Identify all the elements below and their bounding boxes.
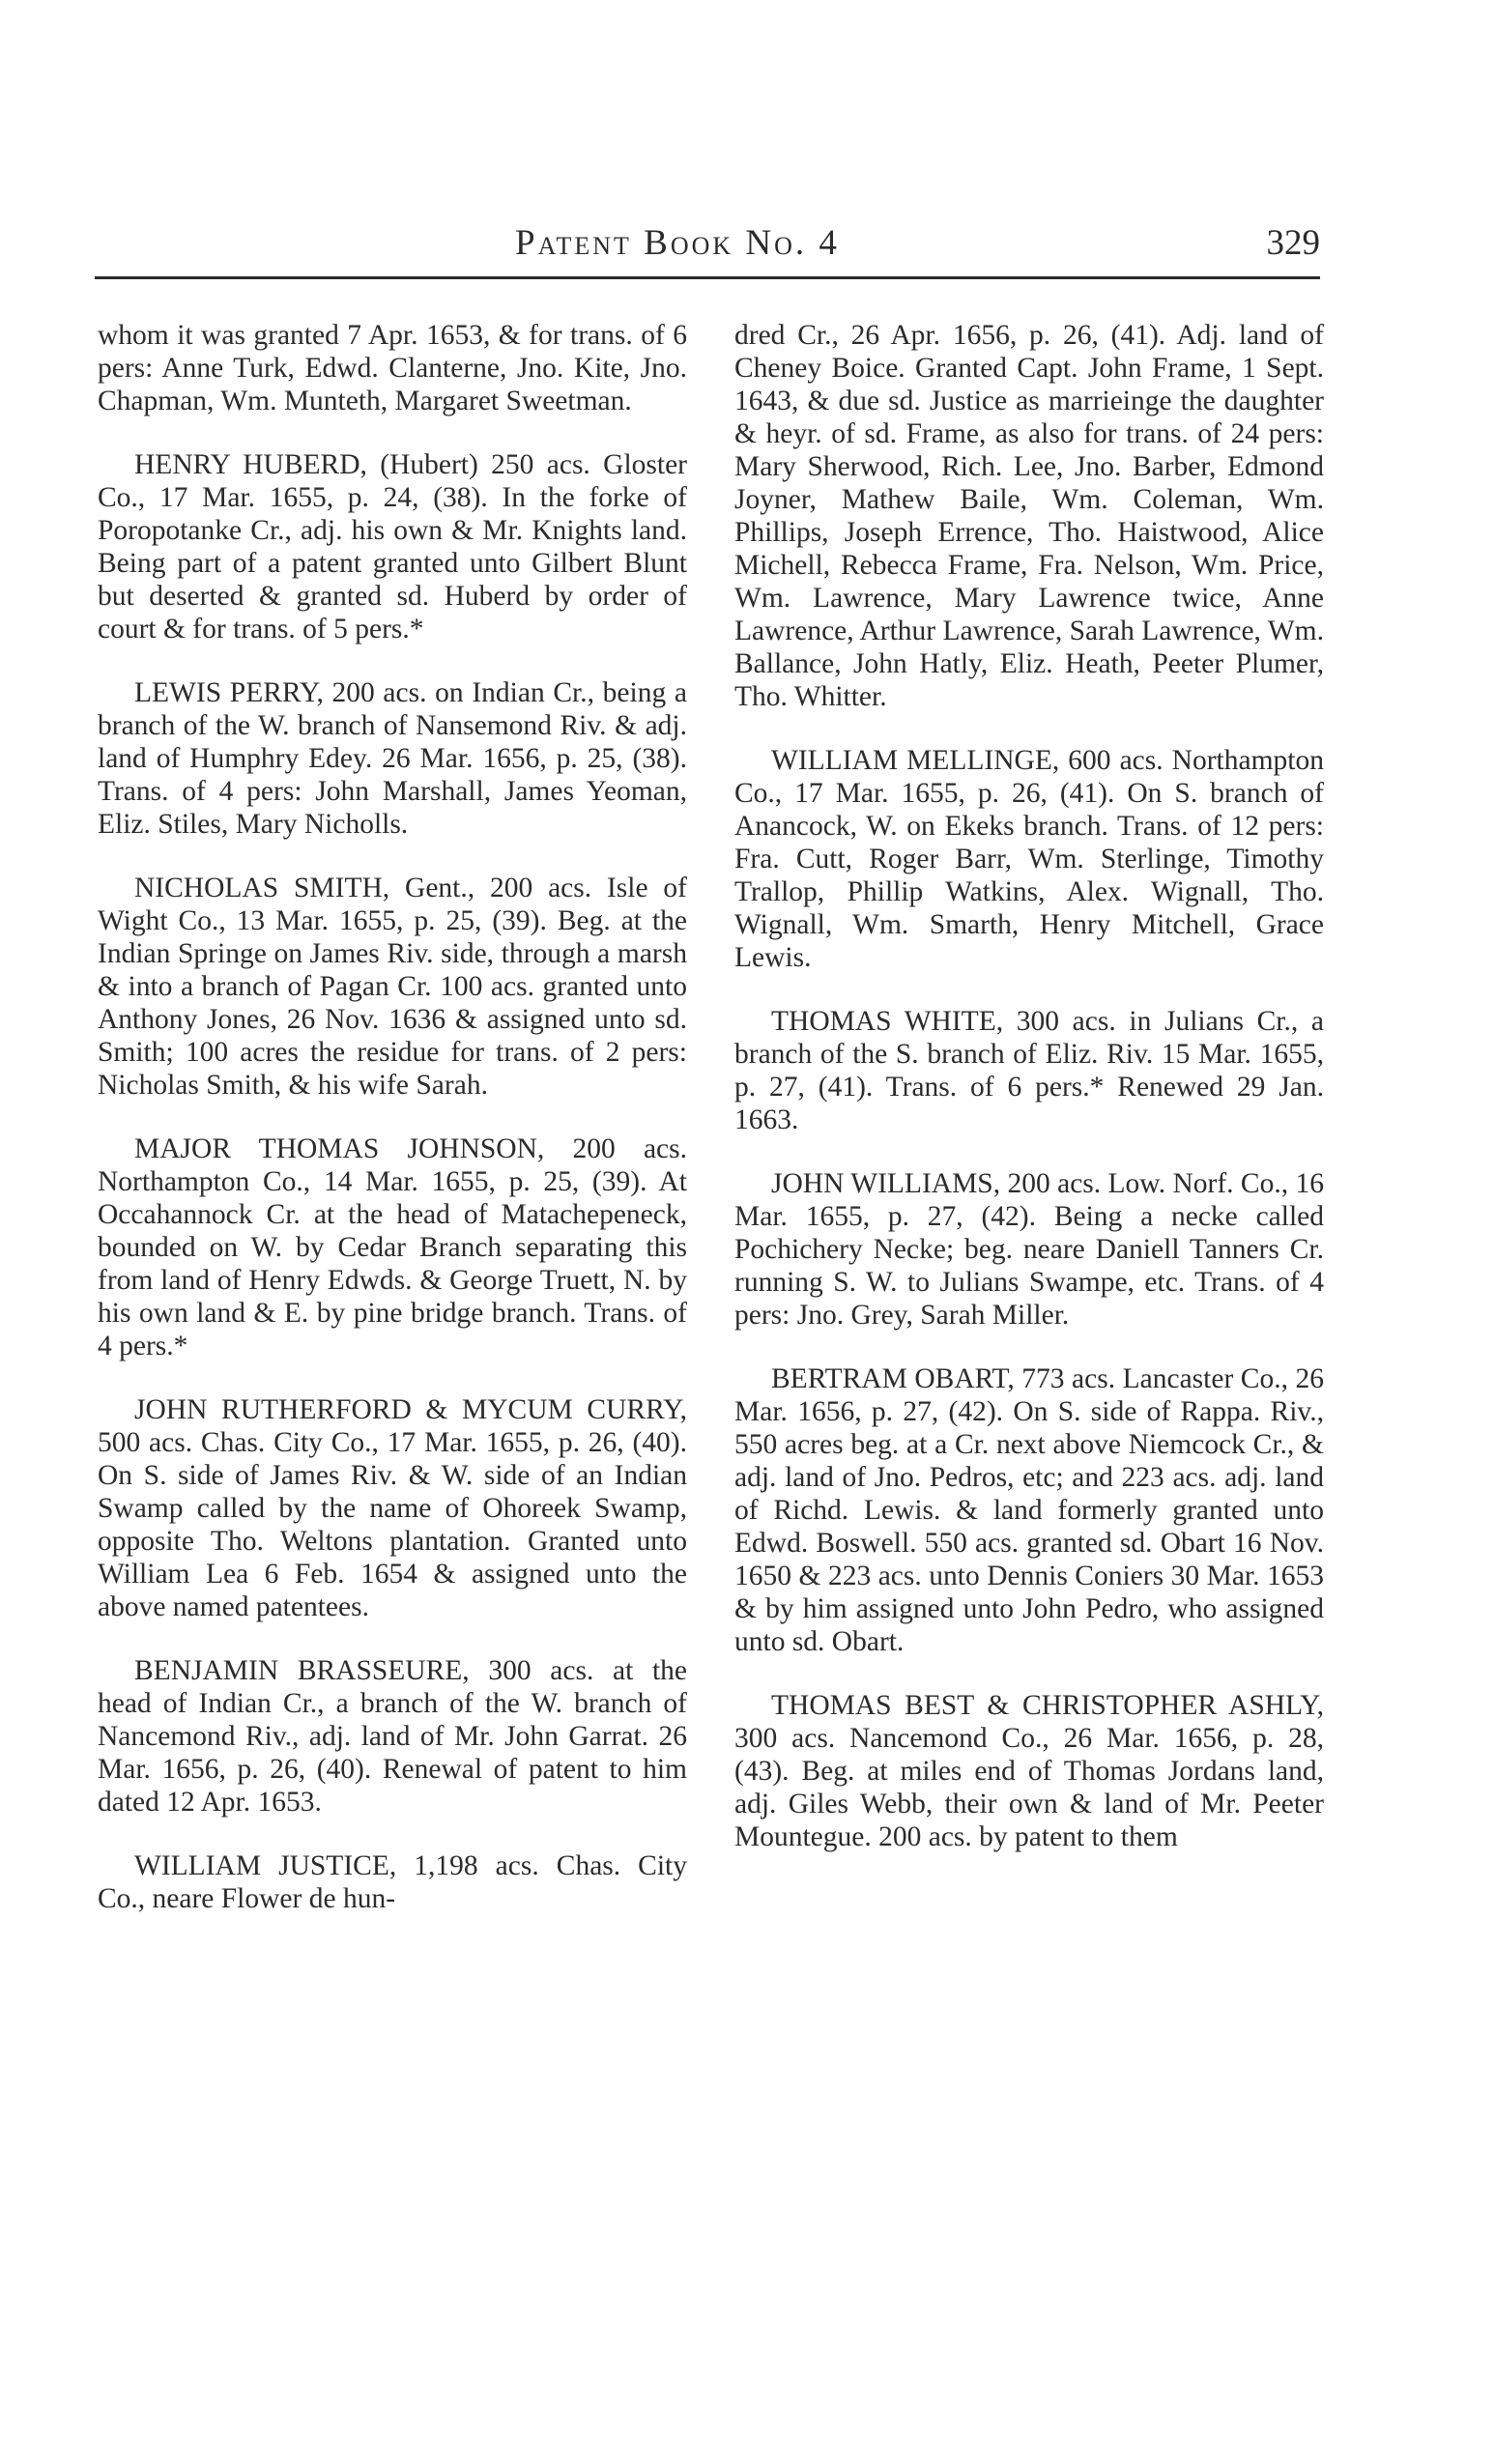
entry-thomas-best: THOMAS BEST & CHRISTOPHER ASHLY, 300 acs. Nancemond Co., 26 Mar. 1656, p. 28, (43). Beg. at miles end of Thomas Jordans land, adj. Giles Webb, their own & land of Mr. Peeter Mountegue. 200 acs. by patent to them [734,1690,1324,1852]
header-rule [95,276,1320,279]
entry-bertram-obart: BERTRAM OBART, 773 acs. Lancaster Co., 26 Mar. 1656, p. 27, (42). On S. side of Rappa. Riv., 550 acres beg. at a Cr. next above Niemcock Cr., & adj. land of Jno. Pedros, etc; and 223 acs. adj. land of Richd. Lewis. & land formerly granted unto Edwd. Boswell. 550 acs. granted sd. Obart 16 Nov. 1650 & 223 acs. unto Dennis Coniers 30 Mar. 1653 & by him assigned unto John Pedro, who assigned unto sd. Obart. [734,1363,1324,1657]
left-column [98,319,687,1946]
running-title: Patent Book No. 4 [515,223,840,263]
entry-william-mellinge: WILLIAM MELLINGE, 600 acs. Northampton Co., 17 Mar. 1655, p. 26, (41). On S. branch of Anancock, W. on Ekeks branch. Trans. of 12 pers: Fra. Cutt, Roger Barr, Wm. Sterlinge, Timothy Trallop, Phillip Watkins, Alex. Wignall, Tho. Wignall, Wm. Smarth, Henry Mitchell, Grace Lewis. [734,745,1324,973]
entry-nicholas-smith: NICHOLAS SMITH, Gent., 200 acs. Isle of Wight Co., 13 Mar. 1655, p. 25, (39). Beg. at the Indian Springe on James Riv. side, through a marsh & into a branch of Pagan Cr. 100 acs. granted unto Anthony Jones, 26 Nov. 1636 & assigned unto sd. Smith; 100 acres the residue for trans. of 2 pers: Nicholas Smith, & his wife Sarah. [98,873,687,1101]
entry-william-justice: WILLIAM JUSTICE, 1,198 acs. Chas. City Co., neare Flower de hun- [98,1850,687,1914]
entry-john-rutherford: JOHN RUTHERFORD & MYCUM CURRY, 500 acs. Chas. City Co., 17 Mar. 1655, p. 26, (40). On S. side of James Riv. & W. side of an Indian Swamp called by the name of Ohoreek Swamp, opposite Tho. Weltons plantation. Granted unto William Lea 6 Feb. 1654 & assigned unto the above named patentees. [98,1394,687,1622]
entry-william-justice-continued: dred Cr., 26 Apr. 1656, p. 26, (41). Adj. land of Cheney Boice. Granted Capt. John Frame, 1 Sept. 1643, & due sd. Justice as marrieinge the daughter & heyr. of sd. Frame, as also for trans. of 24 pers: Mary Sherwood, Rich. Lee, Jno. Barber, Edmond Joyner, Mathew Baile, Wm. Coleman, Wm. Phillips, Joseph Errence, Tho. Haistwood, Alice Michell, Rebecca Frame, Fra. Nelson, Wm. Price, Wm. Lawrence, Mary Lawrence twice, Anne Lawrence, Arthur Lawrence, Sarah Lawrence, Wm. Ballance, John Hatly, Eliz. Heath, Peeter Plumer, Tho. Whitter. [734,320,1324,712]
entry-john-williams: JOHN WILLIAMS, 200 acs. Low. Norf. Co., 16 Mar. 1655, p. 27, (42). Being a necke called Pochichery Necke; beg. neare Daniell Tanners Cr. running S. W. to Julians Swampe, etc. Trans. of 4 pers: Jno. Grey, Sarah Miller. [734,1168,1324,1331]
running-header [95,213,1320,271]
page-number: 329 [1266,223,1320,263]
right-column [734,319,1324,1884]
entry-continuation: whom it was granted 7 Apr. 1653, & for trans. of 6 pers: Anne Turk, Edwd. Clanterne, Jno. Kite, Jno. Chapman, Wm. Munteth, Margaret Sweetman. [98,320,687,416]
entry-henry-huberd: HENRY HUBERD, (Hubert) 250 acs. Gloster Co., 17 Mar. 1655, p. 24, (38). In the forke of Poropotanke Cr., adj. his own & Mr. Knights land. Being part of a patent granted unto Gilbert Blunt but deserted & granted sd. Huberd by order of court & for trans. of 5 pers.* [98,449,687,645]
entry-lewis-perry: LEWIS PERRY, 200 acs. on Indian Cr., being a branch of the W. branch of Nansemond Riv. & adj. land of Humphry Edey. 26 Mar. 1656, p. 25, (38). Trans. of 4 pers: John Marshall, James Yeoman, Eliz. Stiles, Mary Nicholls. [98,677,687,840]
entry-major-thomas-johnson: MAJOR THOMAS JOHNSON, 200 acs. Northampton Co., 14 Mar. 1655, p. 25, (39). At Occahannock Cr. at the head of Matachepeneck, bounded on W. by Cedar Branch separating this from land of Henry Edwds. & George Truett, N. by his own land & E. by pine bridge branch. Trans. of 4 pers.* [98,1133,687,1361]
entry-thomas-white: THOMAS WHITE, 300 acs. in Julians Cr., a branch of the S. branch of Eliz. Riv. 15 Mar. 1655, p. 27, (41). Trans. of 6 pers.* Renewed 29 Jan. 1663. [734,1006,1324,1135]
entry-benjamin-brasseure: BENJAMIN BRASSEURE, 300 acs. at the head of Indian Cr., a branch of the W. branch of Nancemond Riv., adj. land of Mr. John Garrat. 26 Mar. 1656, p. 26, (40). Renewal of patent to him dated 12 Apr. 1653. [98,1655,687,1818]
